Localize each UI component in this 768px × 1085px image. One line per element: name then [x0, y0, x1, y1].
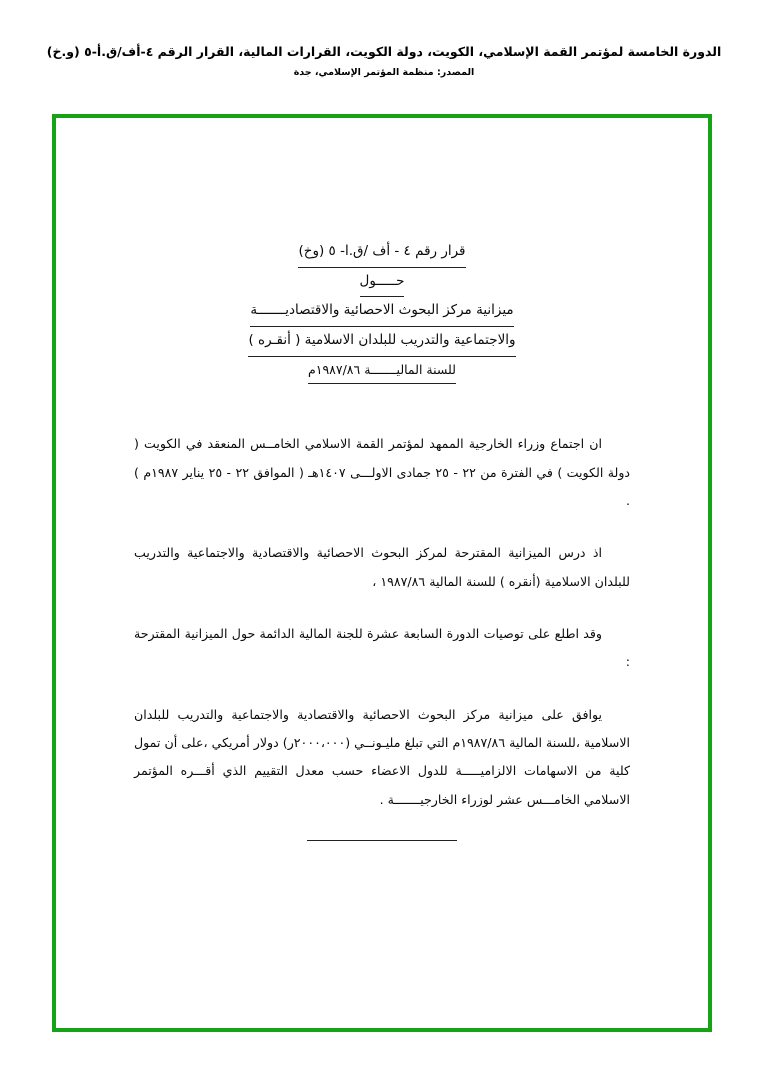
green-border-frame	[52, 114, 712, 1032]
resolution-title-block	[134, 238, 630, 384]
resolution-about-text: حـــــول	[360, 268, 405, 298]
resolution-subject-line-2	[134, 327, 630, 357]
resolution-subject-line-1	[134, 297, 630, 327]
resolution-fiscal-year-text: للسنة الماليـــــــة ١٩٨٧/٨٦م	[308, 357, 456, 385]
resolution-subject-text-2: والاجتماعية والتدريب للبلدان الاسلامية ( أنقـره )	[248, 327, 515, 357]
resolution-about-line	[134, 268, 630, 298]
resolution-number-text: قرار رقم ٤ - أف /ق.ا- ٥ (وخ)	[298, 238, 465, 268]
end-of-document-rule	[307, 840, 457, 841]
resolution-number-line	[134, 238, 630, 268]
paragraph-1: ان اجتماع وزراء الخارجية الممهد لمؤتمر القمة الاسلامي الخامــس المنعقد في الكويت ( دولة الكويت ) في الفترة من ٢٢ - ٢٥ جمادى الاولـــى ١٤٠٧هـ ( الموافق ٢٢ - ٢٥ يناير ١٩٨٧م ) .	[134, 436, 631, 508]
document-body	[56, 118, 708, 1028]
paragraph-4: يوافق على ميزانية مركز البحوث الاحصائية والاقتصادية والاجتماعية والتدريب للبلدان الاسلامية ،للسنة المالية ١٩٨٧/٨٦م التي تبلغ مليـونــي (٢٠٠٠،٠٠٠ر) دولار أمريكي ،على أن تمول كلية من الاسهامات الالزاميـــــة للدول الاعضاء حسب معدل التقييم الذي أقـــره المؤتمر الاسلامي الخامـــس عشر لوزراء الخارجيـــــــة .	[134, 706, 630, 807]
header-source: المصدر: منظمة المؤتمر الإسلامي، جدة	[293, 66, 475, 78]
paragraph-2: اذ درس الميزانية المقترحة لمركز البحوث الاحصائية والاقتصادية والاجتماعية والتدريب للبلدان الاسلامية (أنقره ) للسنة المالية ١٩٨٧/٨٦ ،	[134, 545, 630, 589]
resolution-fiscal-year-line	[134, 357, 630, 385]
header-title: الدورة الخامسة لمؤتمر القمة الإسلامي، الكويت، دولة الكويت، القرارات المالية، القرار الرقم ٤-أف/ق.أ-٥ (و.خ)	[46, 44, 722, 59]
resolution-subject-text-1: ميزانية مركز البحوث الاحصائية والاقتصاديـــــــة	[250, 297, 513, 327]
document-header	[0, 0, 768, 78]
paragraph-3: وقد اطلع على توصيات الدورة السابعة عشرة للجنة المالية الدائمة حول الميزانية المقترحة :	[134, 625, 630, 670]
